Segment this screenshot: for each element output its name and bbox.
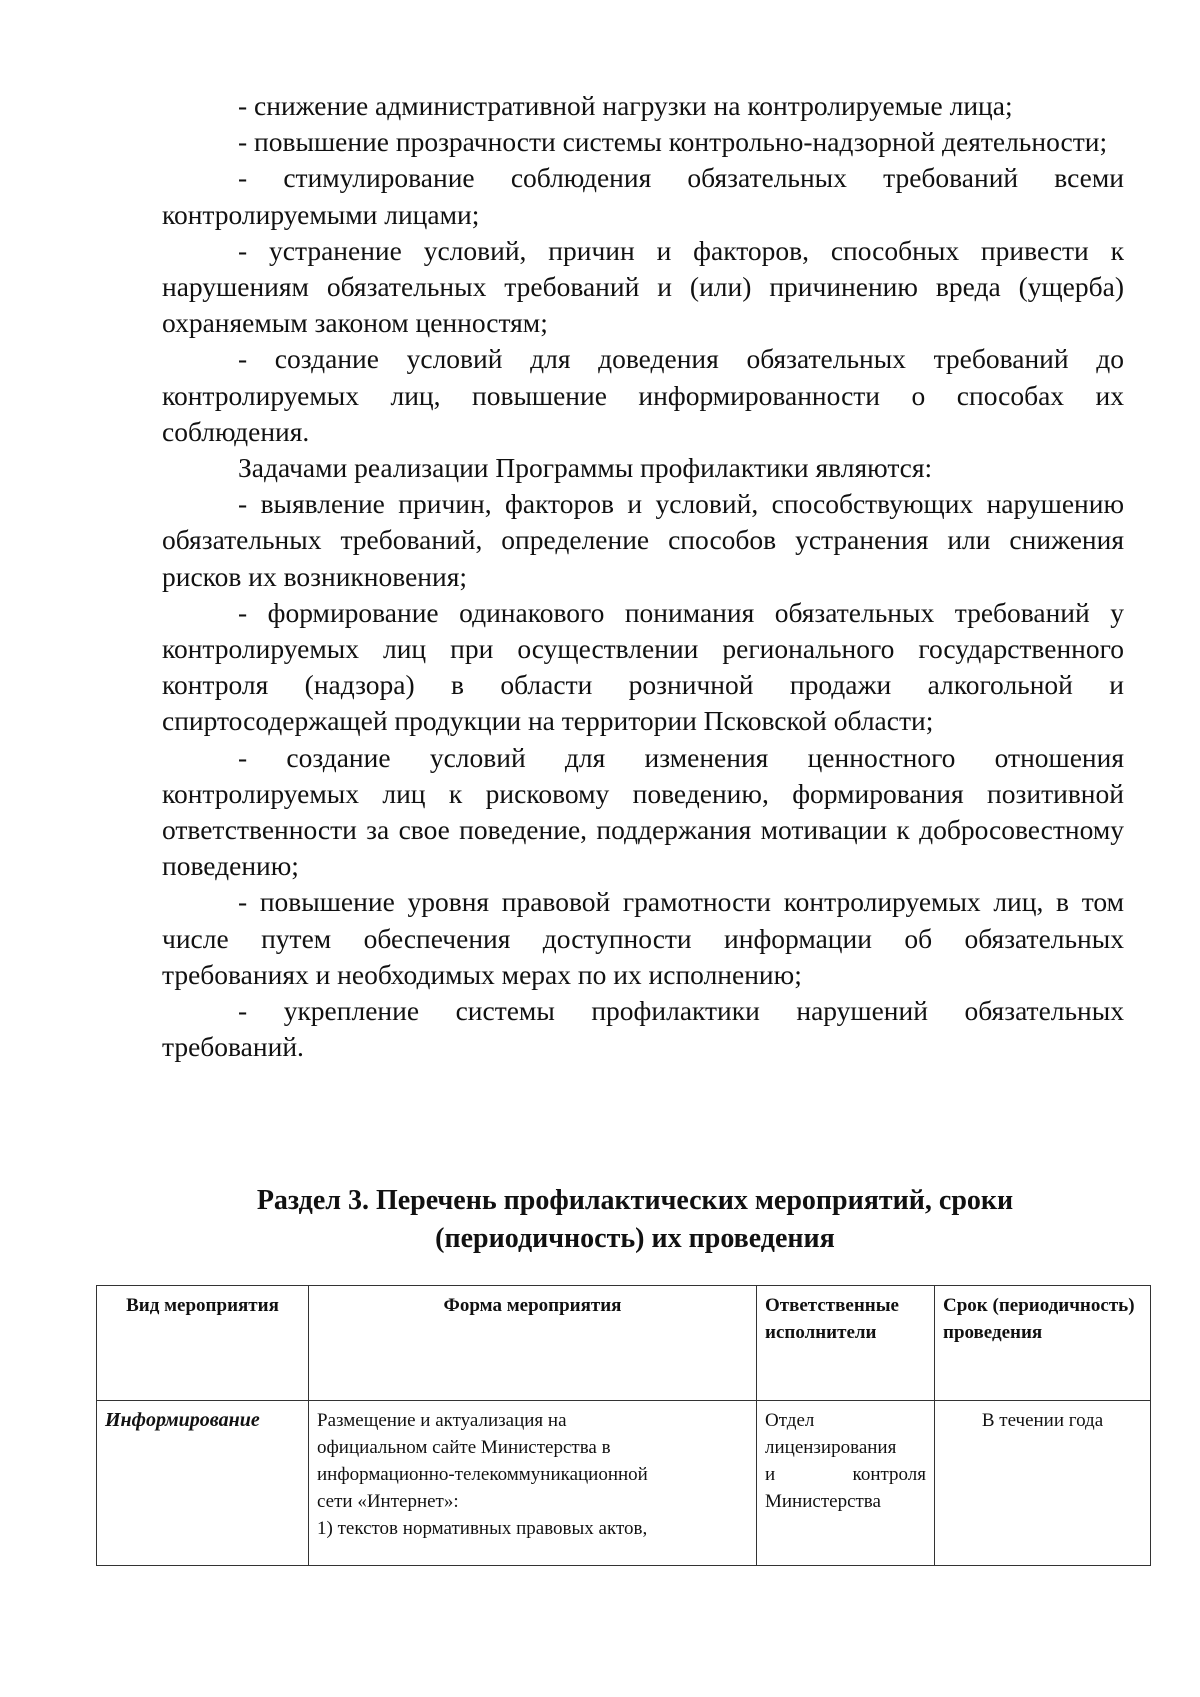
paragraph: - стимулирование соблюдения обязательных требований всеми контролируемыми лицами;: [162, 162, 1124, 230]
paragraph: - выявление причин, факторов и условий, способствующих нарушению обязательных требований, определение способов устранения или снижения рисков их возникновения;: [162, 488, 1124, 592]
table-header-row: [97, 1286, 1151, 1401]
paragraph: - создание условий для доведения обязательных требований до контролируемых лиц, повышение информированности о способах их соблюдения.: [162, 343, 1124, 447]
header-activity-form: Форма мероприятия: [309, 1286, 757, 1401]
header-activity-type: Вид мероприятия: [97, 1286, 309, 1401]
form-line: официальном сайте Министерства в: [317, 1437, 611, 1458]
section-title-line-2: (периодичность) их проведения: [435, 1223, 835, 1254]
header-responsible: Ответственные исполнители: [757, 1286, 935, 1401]
paragraph: - формирование одинакового понимания обязательных требований у контролируемых лиц при осуществлении регионального государственного контроля (надзора) в области розничной продажи алкогольной и спиртосодержащей продукции на территории Псковской области;: [162, 596, 1124, 737]
section-heading: [240, 1182, 1030, 1258]
header-term: Срок (периодичность) проведения: [935, 1286, 1151, 1401]
paragraph: - повышение уровня правовой грамотности контролируемых лиц, в том числе путем обеспечения доступности информации об обязательных требованиях и необходимых мерах по их исполнению;: [162, 886, 1124, 990]
cell-responsible: [757, 1401, 935, 1566]
paragraph: - устранение условий, причин и факторов, способных привести к нарушениям обязательных требований и (или) причинению вреда (ущерба) охраняемым законом ценностям;: [162, 234, 1124, 339]
paragraph: Задачами реализации Программы профилактики являются:: [238, 452, 933, 484]
paragraph: - повышение прозрачности системы контрольно-надзорной деятельности;: [238, 126, 1108, 158]
cell-activity-form: [309, 1401, 757, 1566]
paragraph: - снижение административной нагрузки на контролируемые лица;: [238, 90, 1013, 121]
form-line: Размещение и актуализация на: [317, 1410, 567, 1431]
activities-table: [96, 1285, 1151, 1566]
responsible-line: Отдел: [765, 1410, 815, 1431]
paragraph: - создание условий для изменения ценностного отношения контролируемых лиц к рисковому поведению, формирования позитивной ответственности за свое поведение, поддержания мотивации к добросовестному поведению;: [162, 741, 1124, 882]
form-line: 1) текстов нормативных правовых актов,: [317, 1518, 648, 1539]
section-title-line-1: Раздел 3. Перечень профилактических мероприятий, сроки: [256, 1185, 1014, 1216]
form-line: сети «Интернет»:: [317, 1491, 459, 1512]
form-line: информационно-телекоммуникационной: [317, 1464, 648, 1485]
responsible-line: лицензирования: [765, 1437, 897, 1458]
cell-activity-type: Информирование: [97, 1401, 309, 1566]
table-row: [97, 1401, 1151, 1566]
responsible-line: и контроля: [765, 1464, 926, 1485]
responsible-line: Министерства: [765, 1491, 881, 1512]
cell-term: В течении года: [935, 1401, 1151, 1566]
paragraph: - укрепление системы профилактики нарушений обязательных требований.: [162, 995, 1124, 1063]
body-text: [162, 88, 1124, 1065]
